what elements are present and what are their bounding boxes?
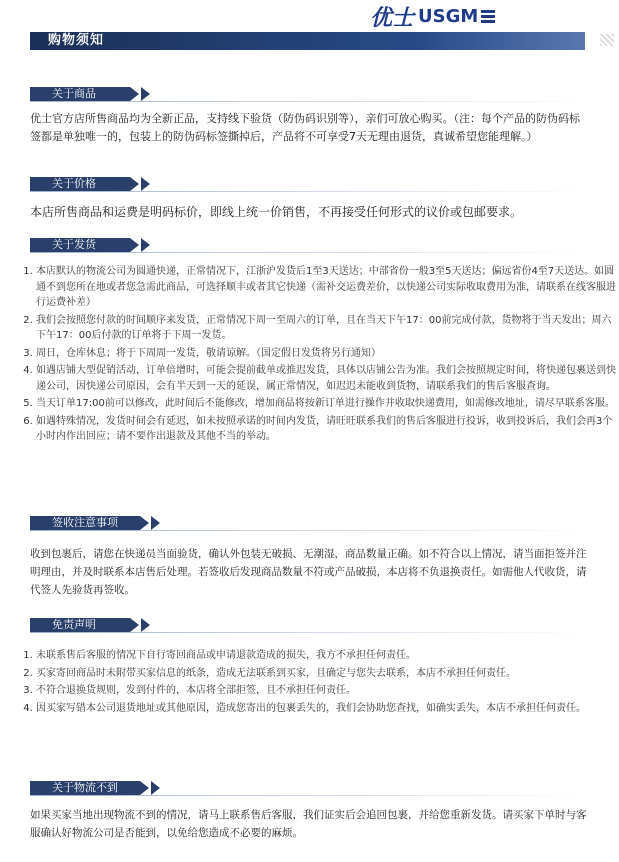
brand-logo-en: USGM (418, 5, 479, 27)
shipping-list (14, 264, 616, 447)
price-text: 本店所售商品和运费是明码标价，即线上统一价销售，不再接受任何形式的议价或包邮要求。 (30, 205, 523, 219)
chevron-right-icon (130, 618, 139, 632)
list-item: 1. 本店默认的物流公司为圆通快递，正常情况下，江浙沪发货后1至3天送达；中部省份一般3至5天送达；偏远省份4至7天送达。如圆通不到您所在地或者您急需此商品，可选择顺丰或者其它快递（需补交运费差价，以快递公司实际收取费用为准，请联系在线客服进行运费补差） (36, 264, 616, 311)
section-title-receipt: 签收注意事项 (30, 516, 140, 530)
chevron-right-icon (141, 87, 150, 101)
chevron-right-icon (151, 781, 160, 795)
disclaimer-list (14, 648, 616, 718)
chevron-right-icon (141, 177, 150, 191)
chevron-right-icon (140, 781, 149, 795)
page-header-bar (30, 32, 585, 50)
page-title: 购物须知 (48, 33, 105, 48)
chevron-right-icon (151, 516, 160, 530)
list-item: 6. 如遇特殊情况，发货时间会有延迟，如未按照承诺的时间内发货，请旺旺联系我们的售后客服进行投诉，收到投诉后，我们会再3个小时内作出回应；请不要作出退款及其他不当的举动。 (36, 414, 616, 445)
section-title-shipping: 关于发货 (30, 238, 130, 252)
chevron-right-icon (130, 87, 139, 101)
section-underline (30, 530, 590, 531)
list-item: 3. 不符合退换货规则，发到付件的，本店将全部拒签，且不承担任何责任。 (36, 683, 616, 699)
section-underline (30, 252, 590, 253)
chevron-right-icon (130, 238, 139, 252)
section-title-logistics: 关于物流不到 (30, 781, 140, 795)
chevron-right-icon (140, 516, 149, 530)
section-underline (30, 632, 590, 633)
brand-stripes-icon (481, 10, 495, 23)
list-item: 2. 我们会按照您付款的时间顺序来发货，正常情况下周一至周六的订单，且在当天下午17：00前完成付款，货物将于当天发出；周六下午17：00后付款的订单将于下周一发货。 (36, 313, 616, 344)
section-title-product: 关于商品 (30, 87, 130, 101)
chevron-right-icon (141, 618, 150, 632)
corner-pattern (600, 34, 614, 46)
logistics-text: 如果买家当地出现物流不到的情况，请马上联系售后客服，我们证实后会追回包裹，并给您重新发货。请买家下单时与客服确认好物流公司是否能到，以免给您造成不必要的麻烦。 (30, 809, 587, 839)
chevron-right-icon (141, 238, 150, 252)
section-underline (30, 795, 590, 796)
section-title-price: 关于价格 (30, 177, 130, 191)
section-title-disclaimer: 免责声明 (30, 618, 130, 632)
section-underline (30, 191, 590, 192)
list-item: 2. 买家寄回商品时未附带买家信息的纸条，造成无法联系到买家，且确定与您失去联系，本店不承担任何责任。 (36, 666, 616, 682)
receipt-text: 收到包裹后，请您在快递员当面验货，确认外包装无破损、无潮湿，商品数量正确。如不符合以上情况，请当面拒签并注明理由，并及时联系本店售后处理。若签收后发现商品数量不符或产品破损，本店将不负退换责任。如需他人代收货，请代签人先验货再签收。 (30, 548, 587, 596)
product-text: 优士官方店所售商品均为全新正品，支持线下验货（防伪码识别等），亲们可放心购买。（注：每个产品的防伪码标签都是单独唯一的，包装上的防伪码标签撕掉后，产品将不可享受7天无理由退货，真诚希望您能理解。） (30, 112, 580, 143)
section-underline (30, 101, 590, 102)
list-item: 5. 当天订单17:00前可以修改，此时间后不能修改，增加商品将按新订单进行操作并收取快递费用，如需修改地址，请尽早联系客服。 (36, 396, 616, 412)
list-item: 4. 因买家写错本公司退货地址或其他原因，造成您寄出的包裹丢失的，我们会协助您查找，如确实丢失，本店不承担任何责任。 (36, 701, 616, 717)
chevron-right-icon (130, 177, 139, 191)
brand-logo (370, 4, 495, 31)
brand-logo-zh: 优士 (370, 4, 415, 31)
list-item: 1. 未联系售后客服的情况下自行寄回商品或申请退款造成的损失，我方不承担任何责任。 (36, 648, 616, 664)
list-item: 4. 如遇店铺大型促销活动，订单倍增时，可能会提前截单或推迟发货，具体以店铺公告为准。我们会按照规定时间，将快递包裹送到快递公司，因快递公司原因，会有半天到一天的延误，属正常情况，如迟迟未能收到货物，请联系我们的售后客服查询。 (36, 363, 616, 394)
list-item: 3. 周日，仓库休息；将于下周周一发货，敬请谅解。（国定假日发货将另行通知） (36, 346, 616, 362)
